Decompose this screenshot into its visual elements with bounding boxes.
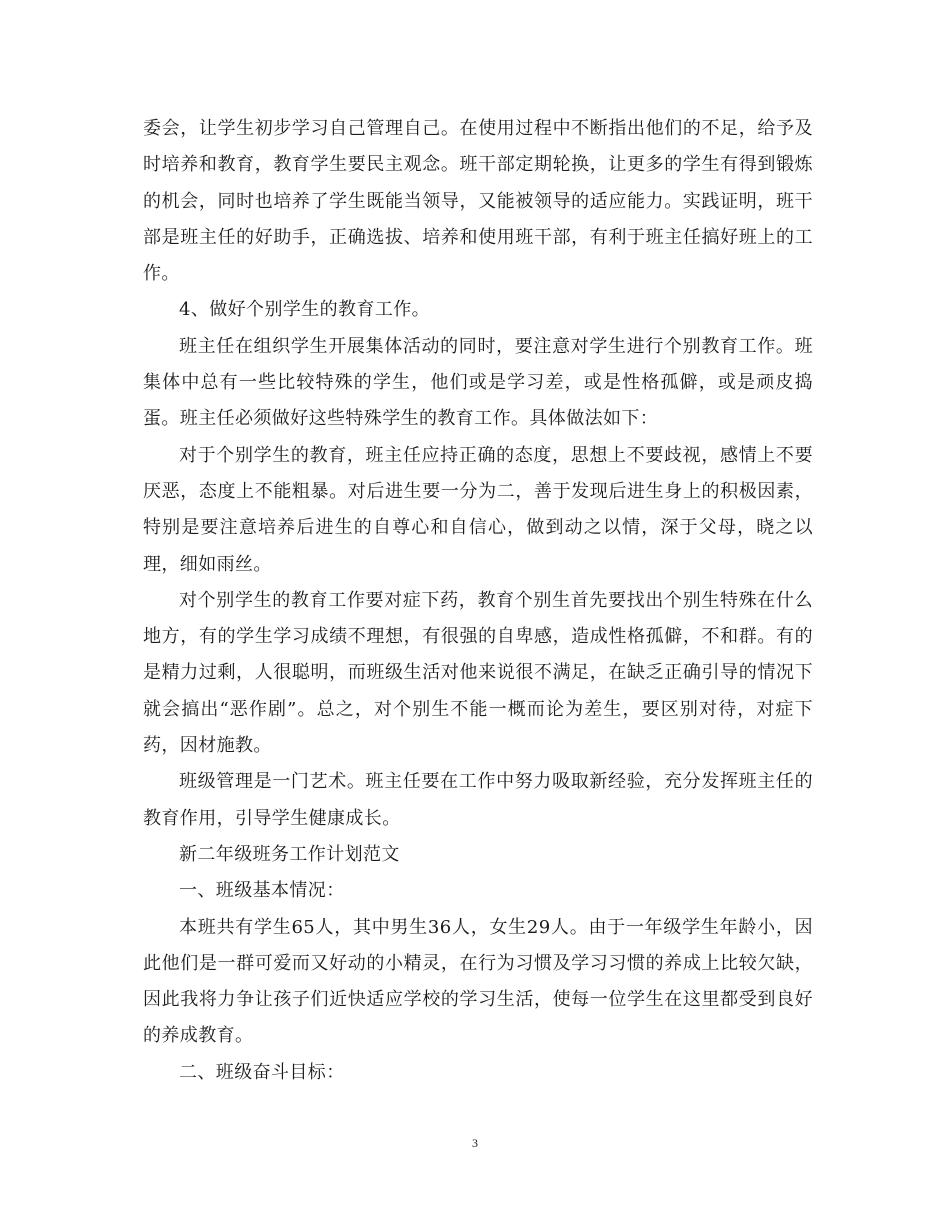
- paragraph-targeted-approach: 对个别学生的教育工作要对症下药，教育个别生首先要找出个别生特殊在什么地方，有的学生学习成绩不理想，有很强的自卑感，造成性格孤僻，不和群。有的是精力过剩，人很聪明，而班级生活对他来说很不满足，在缺乏正确引导的情况下就会搞出“恶作剧”。总之，对个别生不能一概而论为差生，要区别对待，对症下药，因材施教。: [143, 589, 813, 757]
- paragraph-class-situation: 本班共有学生65人，其中男生36人，女生29人。由于一年级学生年龄小，因此他们是一群可爱而又好动的小精灵，在行为习惯及学习习惯的养成上比较欠缺，因此我将力争让孩子们近快适应学校的学习生活，使每一位学生在这里都受到良好的养成教育。: [143, 916, 813, 1047]
- paragraph-class-committee: 委会，让学生初步学习自己管理自己。在使用过程中不断指出他们的不足，给予及时培养和教育，教育学生要民主观念。班干部定期轮换，让更多的学生有得到锻炼的机会，同时也培养了学生既能当领导，又能被领导的适应能力。实践证明，班干部是班主任的好助手，正确选拔、培养和使用班干部，有利于班主任搞好班上的工作。: [143, 118, 813, 285]
- heading-class-situation: 一、班级基本情况：: [179, 880, 345, 902]
- heading-individual-education: 4、做好个别学生的教育工作。: [179, 299, 431, 321]
- heading-class-goals: 二、班级奋斗目标：: [179, 1061, 345, 1083]
- paragraph-management-art: 班级管理是一门艺术。班主任要在工作中努力吸取新经验，充分发挥班主任的教育作用，引导学生健康成长。: [143, 771, 813, 829]
- paragraph-individual-work: 班主任在组织学生开展集体活动的同时，要注意对学生进行个别教育工作。班集体中总有一些比较特殊的学生，他们或是学习差，或是性格孤僻，或是顽皮捣蛋。班主任必须做好这些特殊学生的教育工作。具体做法如下：: [143, 335, 813, 430]
- section-title-work-plan: 新二年级班务工作计划范文: [179, 843, 400, 865]
- page-number: 3: [472, 1136, 478, 1150]
- document-body: [143, 111, 813, 1091]
- paragraph-correct-attitude: 对于个别学生的教育，班主任应持正确的态度，思想上不要歧视，感情上不要厌恶，态度上不能粗暴。对后进生要一分为二，善于发现后进生身上的积极因素，特别是要注意培养后进生的自尊心和自信心，做到动之以情，深于父母，晓之以理，细如雨丝。: [143, 444, 813, 575]
